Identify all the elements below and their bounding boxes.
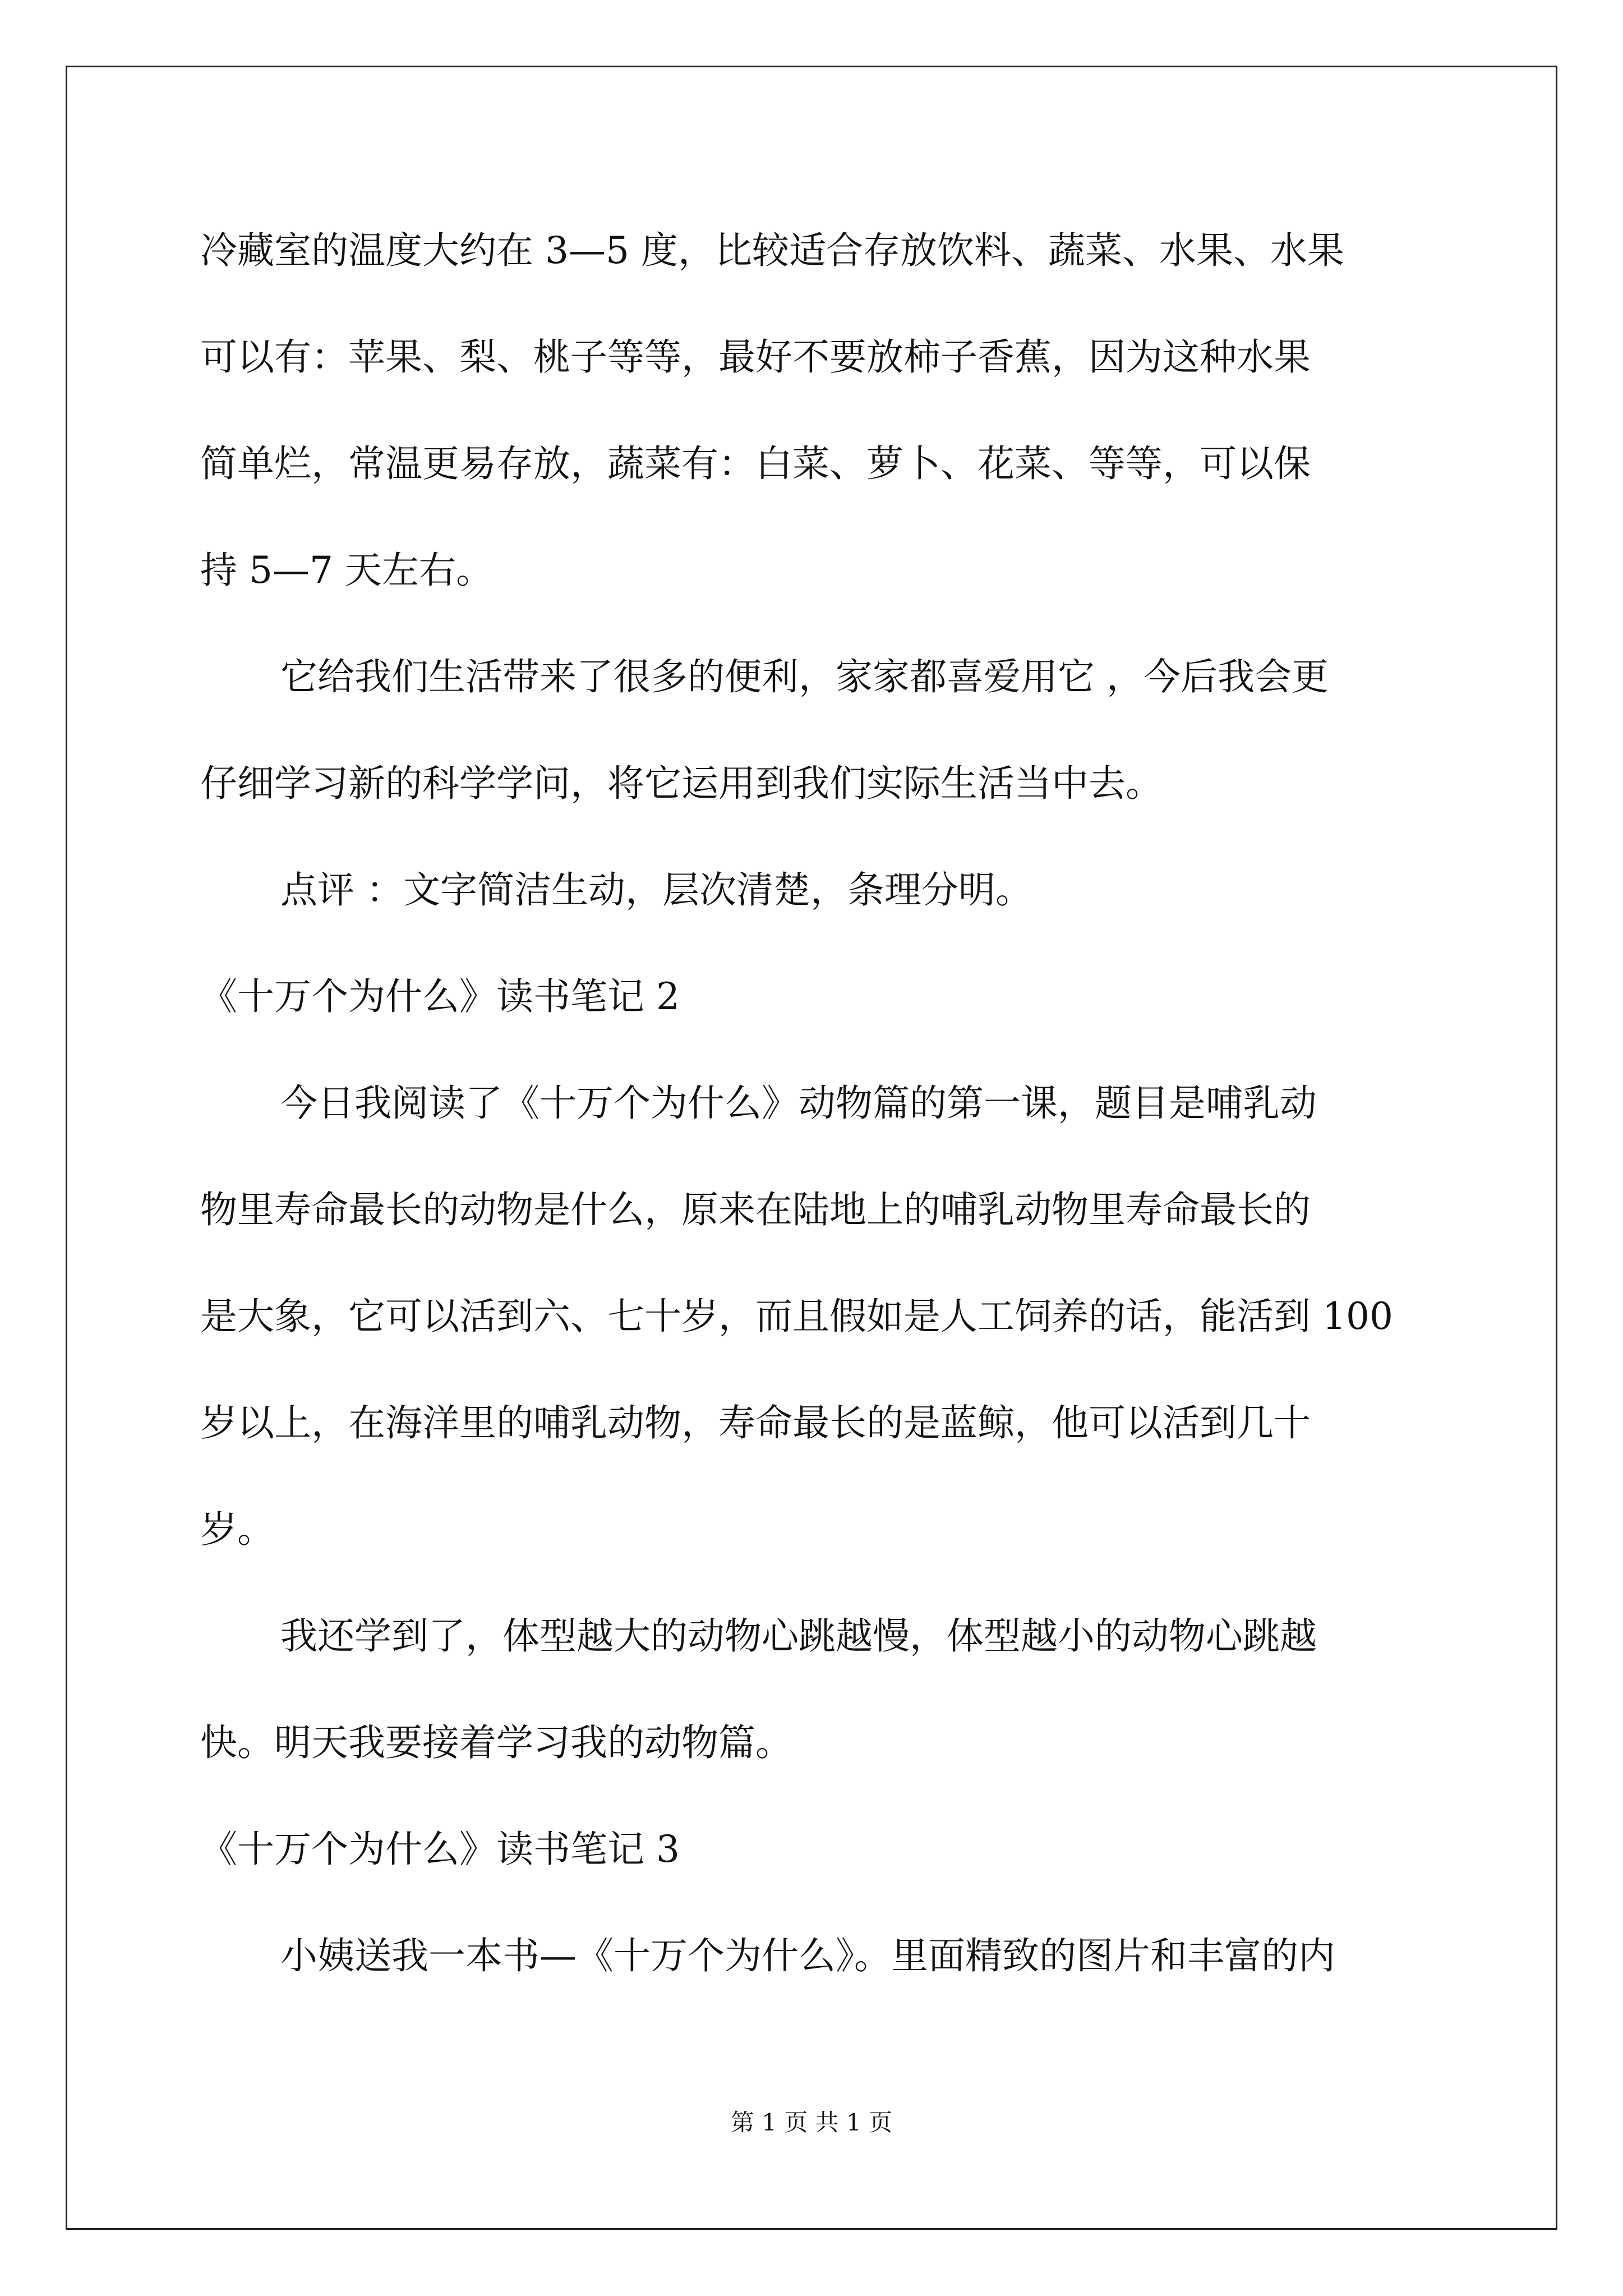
section-heading: 《十万个为什么》读书笔记 2: [200, 975, 680, 1018]
page-footer: 第 1 页 共 1 页: [730, 2109, 893, 2136]
body-line: 岁以上，在海洋里的哺乳动物，寿命最长的是蓝鲸，他可以活到几十: [200, 1401, 1311, 1444]
body-line: 仔细学习新的科学学问，将它运用到我们实际生活当中去。: [200, 762, 1163, 805]
page-border: [66, 66, 1557, 2230]
body-line: 岁。: [200, 1508, 274, 1551]
body-line: 冷藏室的温度大约在 3—5 度，比较适合存放饮料、蔬菜、水果、水果: [200, 229, 1344, 272]
body-line: 简单烂，常温更易存放，蔬菜有：白菜、萝卜、花菜、等等，可以保: [200, 442, 1311, 485]
body-line: 快。明天我要接着学习我的动物篇。: [200, 1721, 792, 1764]
body-line: 可以有：苹果、梨、桃子等等，最好不要放柿子香蕉，因为这种水果: [200, 335, 1311, 379]
body-line: 是大象，它可以活到六、七十岁，而且假如是人工饲养的话，能活到 100: [200, 1295, 1393, 1338]
paragraph-first-line: 今日我阅读了《十万个为什么》动物篇的第一课，题目是哺乳动: [280, 1082, 1317, 1125]
body-line: 物里寿命最长的动物是什么，原来在陆地上的哺乳动物里寿命最长的: [200, 1188, 1311, 1231]
paragraph-first-line: 它给我们生活带来了很多的便利，家家都喜爱用它 ，今后我会更: [280, 655, 1329, 698]
paragraph-first-line: 小姨送我一本书—《十万个为什么》。里面精致的图片和丰富的内: [280, 1934, 1335, 1977]
section-heading: 《十万个为什么》读书笔记 3: [200, 1828, 680, 1871]
paragraph-first-line: 我还学到了，体型越大的动物心跳越慢，体型越小的动物心跳越: [280, 1614, 1317, 1658]
commentary-line: 点评 ：文字简洁生动，层次清楚，条理分明。: [280, 868, 1032, 912]
body-line: 持 5—7 天左右。: [200, 549, 493, 592]
